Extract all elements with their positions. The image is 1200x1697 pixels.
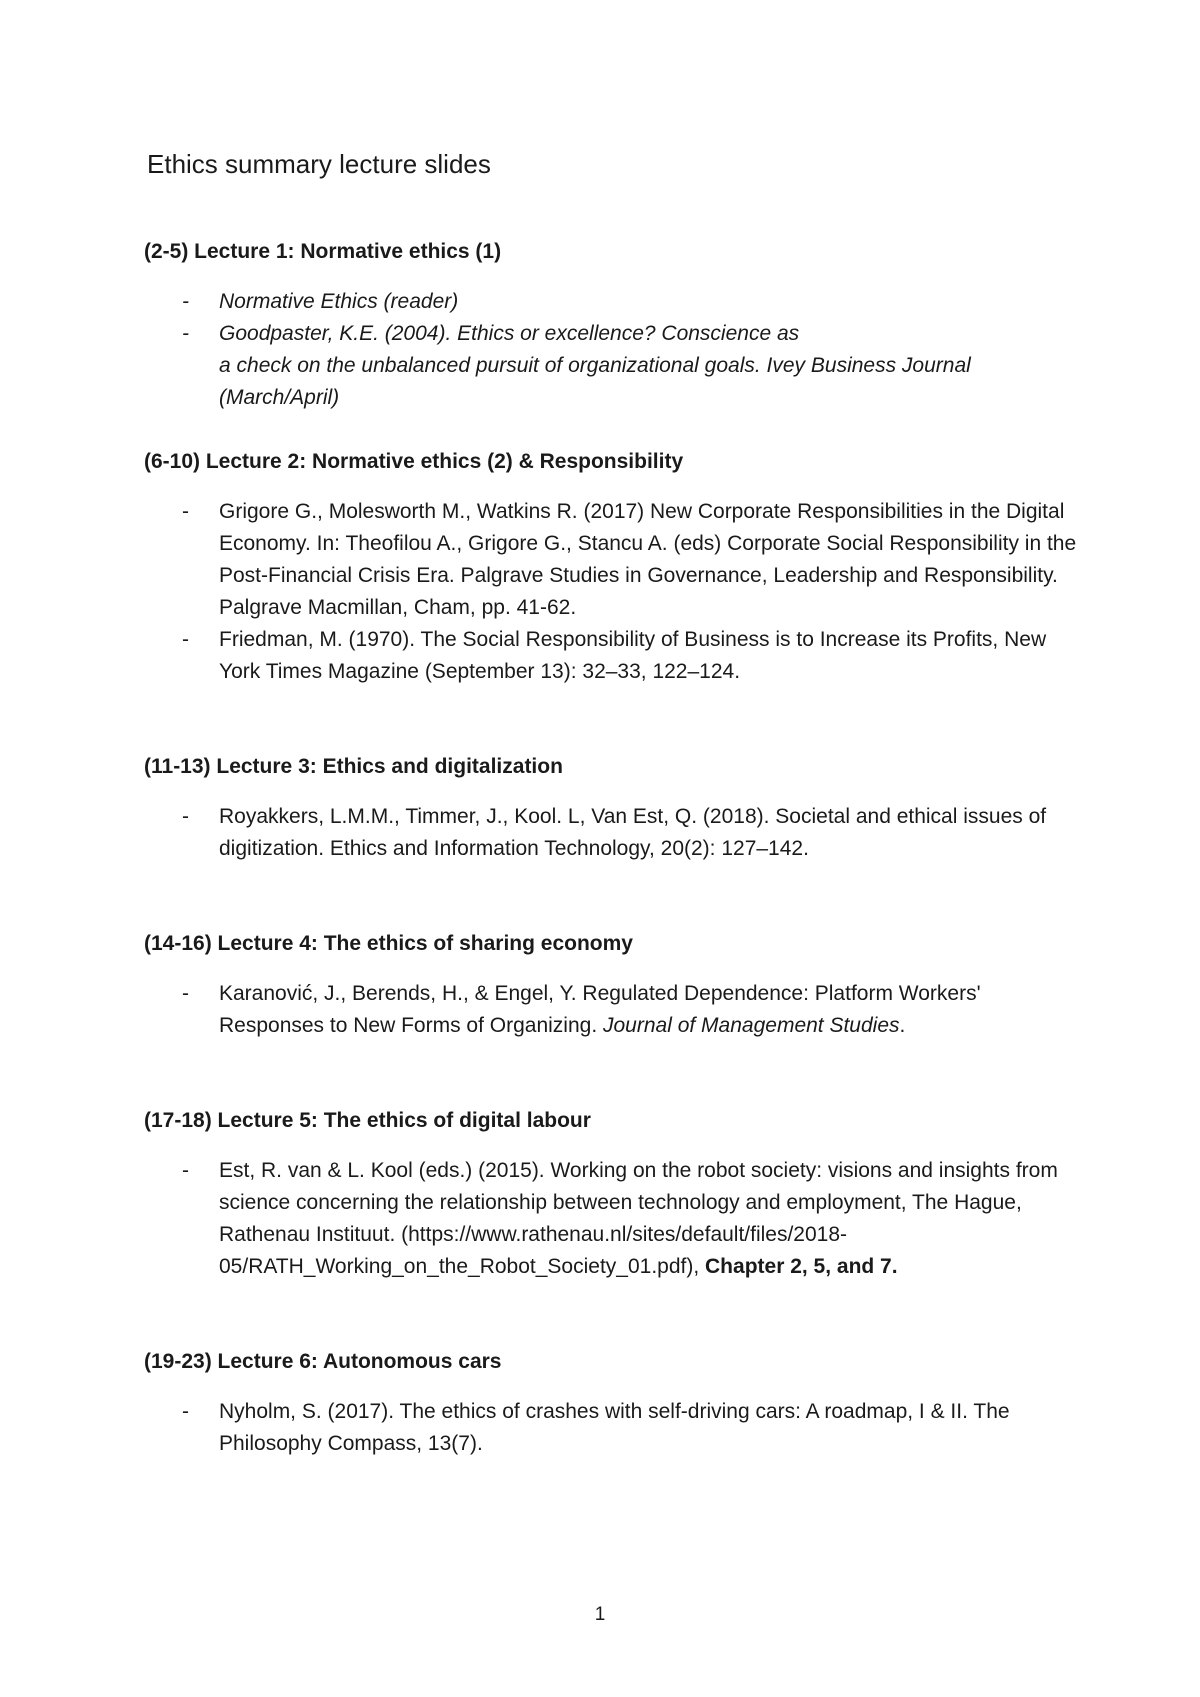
section-lecture-6 [144, 1346, 1084, 1460]
reading-list [144, 286, 1084, 414]
section-heading: (2-5) Lecture 1: Normative ethics (1) [144, 240, 502, 263]
list-item [144, 978, 1084, 1042]
reference-text-continued: a check on the unbalanced pursuit of organizational goals. Ivey Business Journal (March/April) [219, 354, 971, 409]
reference-text: Friedman, M. (1970). The Social Responsibility of Business is to Increase its Profits, New York Times Magazine (September 13): 32–33, 122–124. [219, 628, 1047, 683]
list-item [144, 624, 1084, 688]
reading-list [144, 1396, 1084, 1460]
dash-bullet: - [182, 628, 189, 651]
reference-text-end: . [899, 1014, 906, 1037]
document-title: Ethics summary lecture slides [147, 149, 491, 179]
section-lecture-5 [144, 1105, 1084, 1283]
dash-bullet: - [182, 1400, 189, 1423]
dash-bullet: - [182, 805, 189, 828]
reference-text: Grigore G., Molesworth M., Watkins R. (2017) New Corporate Responsibilities in the Digital Economy. In: Theofilou A., Grigore G., Stancu A. (eds) Corporate Social Responsibility in the Post-Financial Crisis Era. Palgrave Studies in Governance, Leadership and Responsibility. Palgrave Macmillan, Cham, pp. 41-62. [219, 500, 1077, 619]
reference-text: Nyholm, S. (2017). The ethics of crashes with self-driving cars: A roadmap, I & II. The Philosophy Compass, 13(7). [219, 1400, 1010, 1455]
list-item [144, 1155, 1084, 1283]
reference-text: Goodpaster, K.E. (2004). Ethics or excellence? Conscience as [219, 322, 800, 345]
dash-bullet: - [182, 1159, 189, 1182]
reference-text: Est, R. van & L. Kool (eds.) (2015). Working on the robot society: visions and insights from science concerning the relationship between technology and employment, The Hague, Rathenau Instituut. (https://www.rathenau.nl/sites/default/files/2018-05/RATH_Working_on_the_Robot_Society_01.pdf), [219, 1159, 1058, 1278]
list-item [144, 318, 1084, 414]
dash-bullet: - [182, 322, 189, 345]
section-lecture-1 [144, 236, 1084, 414]
list-item [144, 1396, 1084, 1460]
section-lecture-3 [144, 751, 1084, 865]
section-lecture-2 [144, 446, 1084, 688]
list-item [144, 801, 1084, 865]
chapter-note: Chapter 2, 5, and 7. [705, 1255, 898, 1278]
reading-list [144, 1155, 1084, 1283]
reference-text: Royakkers, L.M.M., Timmer, J., Kool. L, Van Est, Q. (2018). Societal and ethical issues of digitization. Ethics and Information Technology, 20(2): 127–142. [219, 805, 1047, 860]
reading-list [144, 496, 1084, 688]
dash-bullet: - [182, 982, 189, 1005]
journal-name: Journal of Management Studies [603, 1014, 900, 1037]
dash-bullet: - [182, 290, 189, 313]
dash-bullet: - [182, 500, 189, 523]
reading-list [144, 801, 1084, 865]
reading-list [144, 978, 1084, 1042]
section-heading: (19-23) Lecture 6: Autonomous cars [144, 1350, 502, 1373]
list-item [144, 496, 1084, 624]
page-number: 1 [594, 1604, 606, 1625]
reference-text: Karanović, J., Berends, H., & Engel, Y. Regulated Dependence: Platform Workers' Responses to New Forms of Organizing. [219, 982, 981, 1037]
section-lecture-4 [144, 928, 1084, 1042]
section-heading: (11-13) Lecture 3: Ethics and digitalization [144, 755, 563, 778]
reference-text: Normative Ethics (reader) [219, 290, 459, 313]
section-heading: (17-18) Lecture 5: The ethics of digital labour [144, 1109, 591, 1132]
section-heading: (14-16) Lecture 4: The ethics of sharing economy [144, 932, 633, 955]
list-item [144, 286, 1084, 318]
section-heading: (6-10) Lecture 2: Normative ethics (2) & Responsibility [144, 450, 684, 473]
